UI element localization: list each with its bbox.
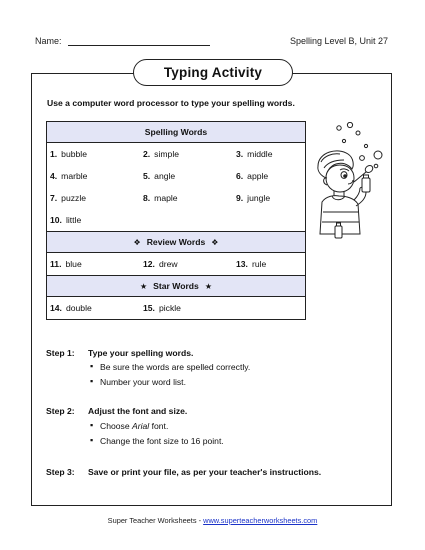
word-table (46, 121, 306, 320)
child-blowing-bubbles-illustration (304, 122, 390, 248)
name-blank-line (68, 37, 210, 46)
name-field (35, 36, 210, 46)
step-2 (46, 406, 187, 416)
bullet-text-prefix: Choose (100, 421, 133, 431)
list-item: ▪ Be sure the words are spelled correctly. (100, 362, 250, 372)
review-words-band (47, 232, 306, 253)
diamond-icon: ❖ (133, 238, 141, 247)
list-item: 4. marble (50, 171, 88, 181)
step-label: Step 1: (46, 348, 75, 358)
table-row (47, 297, 306, 320)
step-label: Step 3: (46, 467, 75, 477)
step-label: Step 2: (46, 406, 75, 416)
star-words-header: Star Words (153, 281, 199, 291)
list-item: 9. jungle (236, 193, 271, 203)
list-item: 7. puzzle (50, 193, 87, 203)
list-item: 14. double (50, 303, 92, 313)
star-icon: ★ (139, 282, 148, 291)
list-item: 13. rule (236, 259, 267, 269)
step-title: Adjust the font and size. (88, 406, 188, 416)
step-3 (46, 467, 321, 477)
step-title: Save or print your file, as per your teacher's instructions. (88, 467, 322, 477)
star-words-band (47, 276, 306, 297)
diamond-icon: ❖ (211, 238, 219, 247)
step-1 (46, 348, 193, 358)
list-item: 2. simple (143, 149, 180, 159)
star-icon: ★ (204, 282, 213, 291)
level-label: Spelling Level B, Unit 27 (289, 36, 388, 46)
list-item: 15. pickle (143, 303, 181, 313)
list-item: 8. maple (143, 193, 178, 203)
footer (0, 516, 425, 525)
font-name: Arial (132, 421, 150, 431)
list-item: 12. drew (143, 259, 178, 269)
footer-site-name: Super Teacher Worksheets - (107, 516, 204, 525)
list-item: ▪ Change the font size to 16 point. (100, 436, 224, 446)
list-item: 5. angle (143, 171, 176, 181)
list-item: 10. little (50, 215, 82, 225)
list-item: 3. middle (236, 149, 273, 159)
list-item: 6. apple (236, 171, 269, 181)
table-row (47, 253, 306, 276)
page-title: Typing Activity (133, 59, 293, 86)
step-title: Type your spelling words. (88, 348, 194, 358)
list-item: 1. bubble (50, 149, 87, 159)
instruction-text: Use a computer word processor to type your spelling words. (47, 98, 295, 108)
table-row (47, 143, 306, 232)
footer-link[interactable]: www.superteacherworksheets.com (203, 516, 318, 525)
spelling-words-header: Spelling Words (47, 122, 306, 143)
name-label: Name: (35, 36, 62, 46)
review-words-header: Review Words (146, 237, 206, 247)
spelling-words-band (47, 122, 306, 143)
list-item: ▪ Number your word list. (100, 377, 186, 387)
list-item: 11. blue (50, 259, 82, 269)
list-item: ▪ Choose Arial font. (100, 421, 168, 431)
